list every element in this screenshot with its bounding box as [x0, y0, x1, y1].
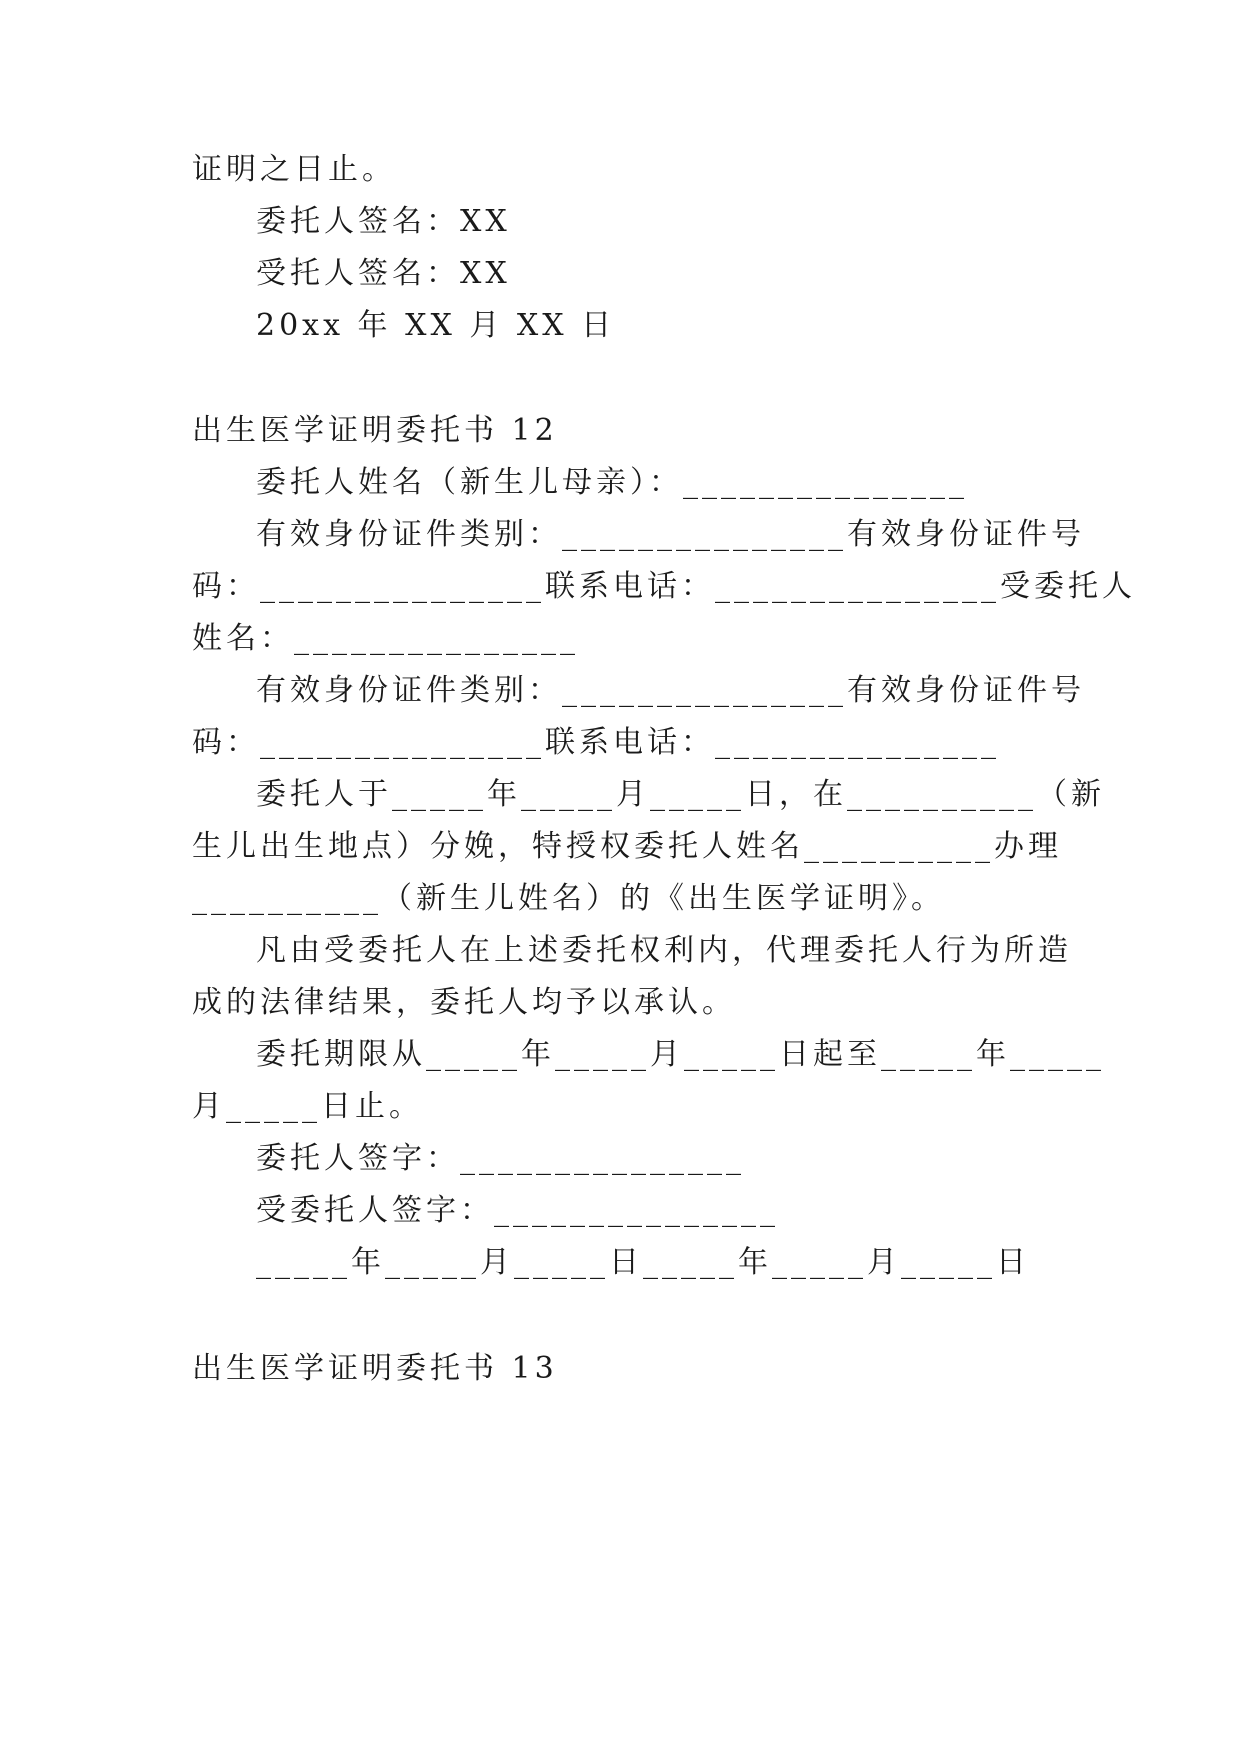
text-line: 凡由受委托人在上述委托权利内，代理委托人行为所造 [256, 933, 1072, 968]
section-title: 出生医学证明委托书 12 [192, 413, 558, 448]
text-line: 受托人签名：XX [256, 256, 511, 291]
text-line: 受委托人签字：_______________ [256, 1193, 779, 1228]
text-line: 月_____日止。 [192, 1089, 423, 1124]
text-line: 委托人签名：XX [256, 204, 511, 239]
text-line: 委托期限从_____年_____月_____日起至_____年_____ [256, 1037, 1105, 1072]
text-line: 委托人于_____年_____月_____日，在__________（新 [256, 777, 1105, 812]
text-line: __________（新生儿姓名）的《出生医学证明》。 [192, 881, 945, 916]
text-line: 码：_______________联系电话：_______________受委托人 [192, 569, 1136, 604]
text-line: 委托人姓名（新生儿母亲）：_______________ [256, 465, 968, 500]
text-line: 有效身份证件类别：_______________有效身份证件号 [256, 673, 1085, 708]
text-line: _____年_____月_____日_____年_____月_____日 [256, 1245, 1030, 1280]
text-line: 码：_______________联系电话：_______________ [192, 725, 1000, 760]
text-line: 委托人签字：_______________ [256, 1141, 745, 1176]
text-line: 生儿出生地点）分娩，特授权委托人姓名__________办理 [192, 829, 1062, 864]
text-line: 成的法律结果，委托人均予以承认。 [192, 985, 736, 1020]
section-title: 出生医学证明委托书 13 [192, 1351, 558, 1386]
text-line: 有效身份证件类别：_______________有效身份证件号 [256, 517, 1085, 552]
text-line: 20xx 年 XX 月 XX 日 [256, 308, 616, 343]
text-line: 姓名：_______________ [192, 621, 579, 656]
text-line: 证明之日止。 [192, 152, 396, 187]
